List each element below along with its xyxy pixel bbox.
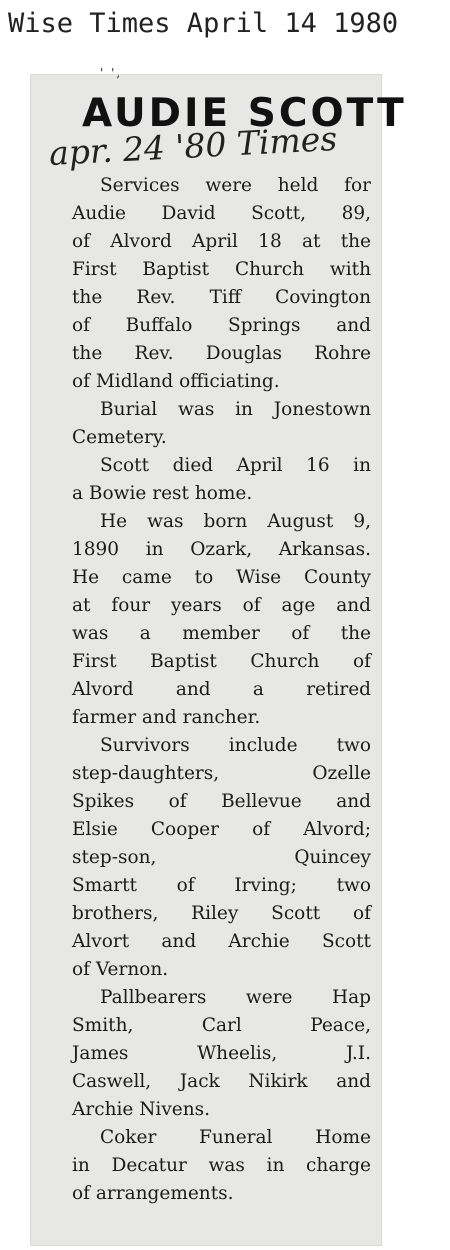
obituary-paragraph-services: [72, 172, 371, 396]
obituary-line: First Baptist Church of: [72, 651, 371, 672]
obituary-line: Smartt of Irving; two: [72, 875, 371, 896]
obituary-line: in Decatur was in charge: [72, 1155, 371, 1176]
obituary-line: James Wheelis, J.I.: [72, 1043, 371, 1064]
obituary-line: Caswell, Jack Nikirk and: [72, 1071, 371, 1092]
obituary-paragraph-death: [72, 452, 371, 508]
obituary-headline: AUDIE SCOTT: [82, 91, 407, 136]
obituary-line: 1890 in Ozark, Arkansas.: [72, 539, 371, 560]
obituary-line: Audie David Scott, 89,: [72, 203, 371, 224]
obituary-line: Alvord and a retired: [72, 679, 371, 700]
obituary-line: of Alvord April 18 at the: [72, 231, 371, 252]
obituary-line: First Baptist Church with: [72, 259, 371, 280]
obituary-line: of Buffalo Springs and: [72, 315, 371, 336]
obituary-line: He came to Wise County: [72, 567, 371, 588]
obituary-line: Cemetery.: [72, 427, 167, 448]
newspaper-clipping: [30, 66, 407, 1246]
obituary-line: Pallbearers were Hap: [100, 987, 371, 1008]
obituary-paragraph-birth: [72, 508, 371, 732]
obituary-line: step-daughters, Ozelle: [72, 763, 371, 784]
obituary-body: [72, 172, 371, 1208]
obituary-line: brothers, Riley Scott of: [72, 903, 371, 924]
obituary-line: was a member of the: [72, 623, 371, 644]
obituary-line: Spikes of Bellevue and: [72, 791, 371, 812]
obituary-line: of Vernon.: [72, 959, 169, 980]
clipping-top-fragment: ' ',: [100, 66, 123, 80]
obituary-line: of Midland officiating.: [72, 371, 280, 392]
obituary-line: at four years of age and: [72, 595, 371, 616]
obituary-line: step-son, Quincey: [72, 847, 371, 868]
obituary-line: Alvort and Archie Scott: [72, 931, 371, 952]
obituary-paragraph-arrangements: [72, 1124, 371, 1208]
obituary-line: Services were held for: [100, 175, 371, 196]
handwritten-date-note: apr. 24 '80 Times: [48, 118, 339, 173]
obituary-paragraph-burial: [72, 396, 371, 452]
obituary-paragraph-pallbearers: [72, 984, 371, 1124]
obituary-line: Survivors include two: [100, 735, 371, 756]
obituary-line: Coker Funeral Home: [100, 1127, 371, 1148]
obituary-line: Elsie Cooper of Alvord;: [72, 819, 371, 840]
obituary-paragraph-survivors: [72, 732, 371, 984]
obituary-line: a Bowie rest home.: [72, 483, 253, 504]
obituary-line: Archie Nivens.: [72, 1099, 211, 1120]
obituary-line: of arrangements.: [72, 1183, 234, 1204]
obituary-line: Smith, Carl Peace,: [72, 1015, 371, 1036]
obituary-line: the Rev. Tiff Covington: [72, 287, 371, 308]
obituary-line: the Rev. Douglas Rohre: [72, 343, 371, 364]
obituary-line: Scott died April 16 in: [100, 455, 371, 476]
obituary-line: He was born August 9,: [100, 511, 371, 532]
handwritten-header-note: Wise Times April 14 1980: [8, 8, 399, 39]
obituary-line: farmer and rancher.: [72, 707, 261, 728]
obituary-line: Burial was in Jonestown: [100, 399, 371, 420]
